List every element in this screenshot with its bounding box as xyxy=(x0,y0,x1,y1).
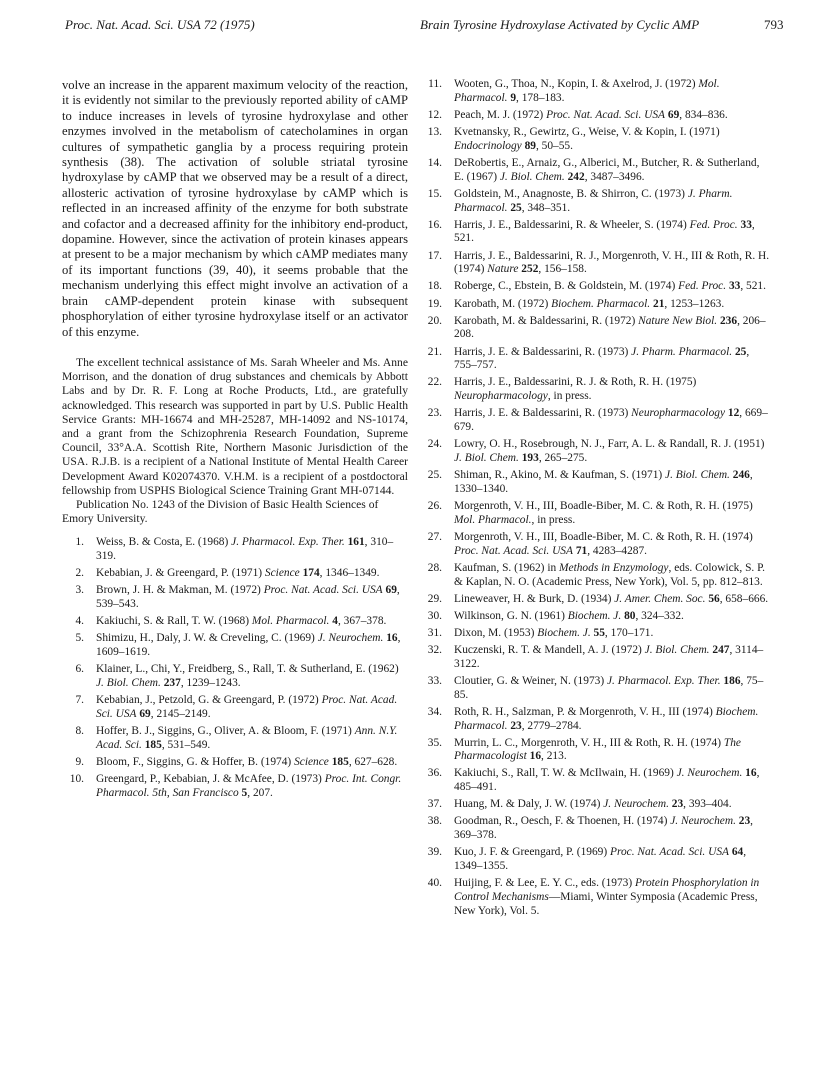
reference-number: 18. xyxy=(427,280,442,293)
reference-volume: 246 xyxy=(732,469,750,482)
reference-volume: 12 xyxy=(727,407,740,420)
reference-pages: , 75–85. xyxy=(454,674,764,701)
reference-authors: Karobath, M. (1972) xyxy=(454,297,552,310)
reference-pages: , eds. Colowick, S. P. & Kaplan, N. O. (Academic Press, New York), Vol. 5, pp. 812–813. xyxy=(454,561,766,588)
reference-authors: Harris, J. E., Baldessarini, R. J. & Roth, R. H. (1975) xyxy=(454,376,697,389)
reference-pages: , 367–378. xyxy=(337,615,387,628)
reference-item xyxy=(62,756,408,770)
reference-pages: , 3487–3496. xyxy=(584,170,645,183)
reference-item xyxy=(62,567,408,581)
reference-authors: Roth, R. H., Salzman, P. & Morgenroth, V. H., III (1974) xyxy=(454,705,716,718)
reference-journal: Fed. Proc. xyxy=(689,218,738,231)
reference-number: 16. xyxy=(427,218,442,231)
reference-number: 4. xyxy=(75,615,84,628)
reference-number: 7. xyxy=(75,694,84,707)
reference-journal: J. Biol. Chem. xyxy=(644,643,710,656)
reference-journal: Proc. Nat. Acad. Sci. USA xyxy=(454,544,573,557)
reference-pages: , 1346–1349. xyxy=(319,567,380,580)
reference-authors: Kuczenski, R. T. & Mandell, A. J. (1972) xyxy=(454,643,645,656)
reference-authors: Huang, M. & Daly, J. W. (1974) xyxy=(454,798,604,811)
right-column xyxy=(420,78,770,922)
reference-pages: —Miami, Winter Symposia (Academic Press, New York), Vol. 5. xyxy=(454,891,758,917)
reference-item xyxy=(420,627,770,641)
reference-authors: Goodman, R., Oesch, F. & Thoenen, H. (1974) xyxy=(454,815,671,828)
reference-pages: , 348–351. xyxy=(521,201,571,214)
reference-journal: Ann. N.Y. Acad. Sci. xyxy=(96,724,398,751)
reference-pages: , 170–171. xyxy=(604,626,654,639)
reference-volume: 69 xyxy=(139,707,151,720)
reference-item xyxy=(420,250,770,278)
reference-authors: Wilkinson, G. N. (1961) xyxy=(454,609,568,622)
reference-pages: , 207. xyxy=(247,786,273,799)
reference-authors: Klainer, L., Chi, Y., Freidberg, S., Rall, T. & Sutherland, E. (1962) xyxy=(96,663,399,676)
reference-number: 31. xyxy=(427,626,442,639)
reference-pages: , 834–836. xyxy=(679,108,728,121)
reference-pages: , 213. xyxy=(541,750,567,763)
reference-journal: The Pharmacologist xyxy=(454,736,741,763)
reference-number: 10. xyxy=(69,772,84,785)
reference-volume: 80 xyxy=(624,609,636,622)
reference-journal: Protein Phosphorylation in Control Mechanisms xyxy=(454,877,760,904)
reference-item xyxy=(420,157,770,185)
reference-volume: 185 xyxy=(144,738,162,751)
reference-pages: , 485–491. xyxy=(454,767,760,794)
reference-item xyxy=(420,562,770,590)
reference-volume: 23 xyxy=(510,719,522,732)
reference-journal: Proc. Nat. Acad. Sci. USA xyxy=(610,846,729,859)
reference-item xyxy=(420,280,770,294)
reference-volume: 185 xyxy=(331,755,349,768)
reference-number: 14. xyxy=(427,156,442,169)
reference-number: 37. xyxy=(427,798,442,811)
reference-journal: Proc. Nat. Acad. Sci. USA xyxy=(96,694,398,720)
reference-item xyxy=(420,500,770,528)
reference-volume: 25 xyxy=(510,201,522,214)
reference-journal: J. Neurochem. xyxy=(676,767,743,780)
reference-item xyxy=(420,315,770,343)
reference-pages: , 2145–2149. xyxy=(150,707,211,720)
reference-authors: Brown, J. H. & Makman, M. (1972) xyxy=(96,584,264,597)
reference-item xyxy=(420,877,770,918)
reference-authors: Peach, M. J. (1972) xyxy=(454,108,547,121)
reference-number: 15. xyxy=(427,187,442,200)
reference-journal: Nature xyxy=(487,263,519,276)
reference-journal: J. Biol. Chem. xyxy=(665,469,730,482)
reference-volume: 9 xyxy=(510,91,517,104)
reference-item xyxy=(420,376,770,404)
reference-authors: Murrin, L. C., Morgenroth, V. H., III & Roth, R. H. (1974) xyxy=(454,736,724,749)
reference-authors: Dixon, M. (1953) xyxy=(454,626,538,639)
reference-pages: , 539–543. xyxy=(96,584,400,611)
reference-journal: J. Biol. Chem. xyxy=(96,677,161,689)
reference-number: 19. xyxy=(427,297,442,310)
reference-journal: Proc. Int. Congr. Pharmacol. 5th, San Francisco xyxy=(96,772,402,799)
reference-journal: Science xyxy=(264,567,300,580)
reference-volume: 236 xyxy=(719,314,738,327)
reference-authors: Shimizu, H., Daly, J. W. & Creveling, C. (1969) xyxy=(96,632,318,645)
reference-volume: 23 xyxy=(738,815,751,828)
reference-item xyxy=(62,584,408,612)
running-header-journal: Proc. Nat. Acad. Sci. USA 72 (1975) xyxy=(65,17,255,32)
reference-item xyxy=(62,663,408,691)
reference-number: 23. xyxy=(427,407,442,420)
reference-item xyxy=(420,469,770,497)
reference-pages: , 531–549. xyxy=(161,738,211,751)
reference-item xyxy=(420,610,770,624)
reference-authors: Morgenroth, V. H., III, Boadle-Biber, M. C. & Roth, R. H. (1975) xyxy=(454,499,753,512)
reference-authors: Lowry, O. H., Rosebrough, N. J., Farr, A. L. & Randall, R. J. (1951) xyxy=(454,438,765,451)
reference-item xyxy=(62,632,408,660)
reference-pages: , 658–666. xyxy=(719,592,769,605)
reference-volume: 186 xyxy=(723,674,741,687)
reference-list-right xyxy=(420,78,770,919)
reference-journal: J. Neurochem. xyxy=(670,815,736,828)
reference-journal: Fed. Proc. xyxy=(678,280,727,293)
reference-item xyxy=(62,694,408,722)
reference-pages: , 1253–1263. xyxy=(664,297,725,310)
reference-item xyxy=(420,593,770,607)
reference-authors: Kaufman, S. (1962) in xyxy=(454,561,560,574)
reference-authors: Harris, J. E., Baldessarini, R. & Wheeler, S. (1974) xyxy=(454,218,690,231)
reference-authors: Kakiuchi, S., Rall, T. W. & McIlwain, H. (1969) xyxy=(454,767,677,780)
reference-volume: 33 xyxy=(728,280,741,293)
reference-volume: 89 xyxy=(524,139,536,152)
reference-number: 34. xyxy=(427,705,442,718)
reference-number: 6. xyxy=(75,663,84,676)
running-header-title: Brain Tyrosine Hydroxylase Activated by Cyclic AMP xyxy=(420,17,700,32)
reference-number: 13. xyxy=(427,125,442,138)
acknowledgment-paragraph: The excellent technical assistance of Ms. Sarah Wheeler and Ms. Anne Morrison, and the donation of drug substances and chemicals by Abbott Labs and by Dr. R. F. Long at Roche Products, Ltd., are gratefully acknowledged. This research was supported in part by U.S. Public Health Service Grants: MH-16674 and MH-25287, MH-14092 and NS-10174, and a grant from the Schizophrenia Research Foundation, Supreme Council, 33°A.A. Scottish Rite, Northern Masonic Jurisdiction of the USA. R.J.B. is a recipient of a National Institute of Mental Health Career Development Award K02074370. V.H.M. is a recipient of a postdoctoral fellowship from USPHS Biological Science Training Grant MH-07144. xyxy=(62,355,408,497)
reference-number: 21. xyxy=(427,345,442,358)
reference-pages: , 1349–1355. xyxy=(454,846,747,873)
reference-pages: , 3114–3122. xyxy=(454,643,764,670)
reference-journal: J. Pharmacol. Exp. Ther. xyxy=(606,674,721,687)
reference-item xyxy=(420,438,770,466)
reference-pages: , 521. xyxy=(454,218,755,245)
reference-number: 24. xyxy=(427,438,442,451)
reference-number: 2. xyxy=(75,567,84,580)
reference-volume: 69 xyxy=(385,584,397,597)
reference-journal: Mol. Pharmacol. xyxy=(454,513,532,526)
reference-number: 29. xyxy=(427,592,442,605)
publication-note: Publication No. 1243 of the Division of Basic Health Sciences of Emory University. xyxy=(62,497,379,526)
reference-authors: Harris, J. E., Baldessarini, R. J., Morgenroth, V. H., III & Roth, R. H. (1974) xyxy=(454,249,770,276)
reference-volume: 16 xyxy=(745,767,757,780)
reference-journal: J. Neurochem. xyxy=(603,798,669,811)
reference-journal: Biochem. Pharmacol. xyxy=(551,297,651,310)
reference-authors: Morgenroth, V. H., III, Boadle-Biber, M. C. & Roth, R. H. (1974) xyxy=(454,530,753,543)
reference-pages: , 369–378. xyxy=(454,815,754,842)
reference-journal: J. Biol. Chem. xyxy=(499,170,565,183)
reference-number: 1. xyxy=(75,536,84,549)
reference-volume: 237 xyxy=(163,677,181,689)
reference-item xyxy=(420,78,770,106)
reference-pages: , 265–275. xyxy=(538,451,588,464)
reference-journal: Endocrinology xyxy=(454,139,522,152)
reference-pages: , 669–679. xyxy=(454,407,768,434)
reference-authors: Roberge, C., Ebstein, B. & Goldstein, M. (1974) xyxy=(454,280,679,293)
reference-journal: Nature New Biol. xyxy=(638,314,718,327)
reference-volume: 56 xyxy=(708,592,720,605)
reference-volume: 5 xyxy=(241,786,248,799)
reference-item xyxy=(62,725,408,753)
reference-item xyxy=(420,737,770,765)
reference-number: 26. xyxy=(427,499,442,512)
reference-journal: J. Pharm. Pharmacol. xyxy=(631,345,733,358)
reference-pages: , 310–319. xyxy=(96,536,394,563)
reference-item xyxy=(420,531,770,559)
reference-authors: Shiman, R., Akino, M. & Kaufman, S. (1971) xyxy=(454,469,666,482)
reference-volume: 33 xyxy=(740,218,752,231)
reference-number: 5. xyxy=(75,632,84,645)
reference-authors: Karobath, M. & Baldessarini, R. (1972) xyxy=(454,314,639,327)
reference-pages: , 755–757. xyxy=(454,345,750,372)
reference-volume: 247 xyxy=(712,643,730,656)
reference-item xyxy=(420,706,770,734)
reference-item xyxy=(420,798,770,812)
reference-pages: , 521. xyxy=(740,280,766,293)
reference-authors: Lineweaver, H. & Burk, D. (1934) xyxy=(454,592,615,605)
reference-volume: 71 xyxy=(575,544,588,557)
reference-journal: J. Biol. Chem. xyxy=(454,451,519,464)
reference-pages: , 206–208. xyxy=(454,314,766,341)
reference-item xyxy=(420,346,770,374)
reference-number: 38. xyxy=(427,815,442,828)
reference-pages: , 4283–4287. xyxy=(587,544,648,557)
reference-authors: Kebabian, J., Petzold, G. & Greengard, P. (1972) xyxy=(96,694,322,707)
reference-item xyxy=(420,815,770,843)
reference-journal: Science xyxy=(294,755,329,768)
reference-item xyxy=(420,219,770,247)
reference-volume: 55 xyxy=(593,626,605,639)
reference-authors: Weiss, B. & Costa, E. (1968) xyxy=(96,536,232,549)
reference-number: 39. xyxy=(427,846,442,859)
reference-journal: J. Neurochem. xyxy=(317,632,384,645)
reference-item xyxy=(62,615,408,629)
reference-pages: , 1330–1340. xyxy=(454,469,753,495)
reference-item xyxy=(420,298,770,312)
reference-authors: Goldstein, M., Anagnoste, B. & Shirron, C. (1973) xyxy=(454,187,688,200)
reference-pages: , 156–158. xyxy=(538,263,587,276)
reference-journal: Neuropharmacology xyxy=(631,407,726,420)
reference-authors: Kvetnansky, R., Gewirtz, G., Weise, V. & Kopin, I. (1971) xyxy=(454,125,720,138)
reference-item xyxy=(62,536,408,564)
reference-pages: , 1239–1243. xyxy=(180,677,241,689)
reference-volume: 16 xyxy=(529,750,542,763)
reference-journal: J. Pharmacol. Exp. Ther. xyxy=(231,536,345,549)
reference-journal: Mol. Pharmacol. xyxy=(454,78,720,104)
reference-authors: Bloom, F., Siggins, G. & Hoffer, B. (1974) xyxy=(96,755,295,768)
reference-pages: , 1609–1619. xyxy=(96,632,401,659)
reference-pages: , 393–404. xyxy=(683,798,732,811)
reference-authors: Kebabian, J. & Greengard, P. (1971) xyxy=(96,567,265,580)
reference-number: 32. xyxy=(427,643,442,656)
reference-volume: 64 xyxy=(731,846,744,859)
reference-journal: Proc. Nat. Acad. Sci. USA xyxy=(263,584,383,597)
reference-journal: Biochem. Pharmacol. xyxy=(454,705,759,732)
reference-pages: , in press. xyxy=(547,390,592,403)
reference-item xyxy=(420,644,770,672)
reference-pages: , 178–183. xyxy=(516,91,565,104)
body-paragraph: volve an increase in the apparent maximum velocity of the reaction, it is evidently not similar to the previously reported ability of cAMP to induce increases in levels of tyrosine hydroxylase and other enzymes involved in the metabolism of catecholamines in organ cultures of sympathetic ganglia by a process requiring protein synthesis (38). The activation of soluble striatal tyrosine hydroxylase by cAMP that we observed may be a result of a direct, allosteric activation of tyrosine hydroxylase by cAMP which is reflected in an increased affinity of the enzyme for both substrate and cofactor and a decreased affinity for the inhibitory end-product, dopamine. However, since the activation of protein kinases appears at present to be a major mechanism by which cAMP mediates many of its important functions (39, 40), it seems probable that the mechanism underlying this effect might involve an activation of a brain cAMP-dependent protein kinase with subsequent phosphorylation of either tyrosine hydroxylase itself or an activator of this enzyme. xyxy=(62,78,408,339)
reference-pages: , 2779–2784. xyxy=(521,719,582,732)
reference-item xyxy=(420,407,770,435)
reference-volume: 23 xyxy=(671,798,684,811)
reference-number: 17. xyxy=(427,249,442,262)
reference-item xyxy=(420,126,770,154)
reference-authors: Kakiuchi, S. & Rall, T. W. (1968) xyxy=(96,615,252,628)
reference-volume: 242 xyxy=(567,170,585,183)
reference-pages: , 627–628. xyxy=(348,755,398,768)
reference-number: 25. xyxy=(427,469,442,482)
reference-item xyxy=(420,675,770,703)
reference-authors: Harris, J. E. & Baldessarini, R. (1973) xyxy=(454,407,632,420)
reference-authors: Cloutier, G. & Weiner, N. (1973) xyxy=(454,674,607,687)
reference-journal: Methods in Enzymology xyxy=(559,561,669,574)
reference-number: 11. xyxy=(428,78,442,90)
reference-authors: DeRobertis, E., Arnaiz, G., Alberici, M., Butcher, R. & Sutherland, E. (1967) xyxy=(454,156,760,183)
reference-number: 35. xyxy=(427,736,442,749)
reference-volume: 69 xyxy=(667,108,680,121)
reference-item xyxy=(62,773,408,801)
reference-journal: Proc. Nat. Acad. Sci. USA xyxy=(546,108,666,121)
reference-volume: 252 xyxy=(521,263,539,276)
reference-authors: Wooten, G., Thoa, N., Kopin, I. & Axelrod, J. (1972) xyxy=(454,78,699,90)
reference-number: 20. xyxy=(427,314,442,327)
reference-item xyxy=(420,846,770,874)
reference-number: 33. xyxy=(427,674,442,687)
reference-volume: 161 xyxy=(347,536,365,549)
reference-journal: Neuropharmacology xyxy=(454,390,548,403)
reference-number: 27. xyxy=(427,530,442,543)
reference-volume: 174 xyxy=(302,567,320,580)
reference-authors: Huijing, F. & Lee, E. Y. C., eds. (1973) xyxy=(454,877,636,890)
reference-number: 36. xyxy=(427,767,442,780)
reference-authors: Hoffer, B. J., Siggins, G., Oliver, A. & Bloom, F. (1971) xyxy=(96,724,355,737)
reference-pages: , 50–55. xyxy=(535,139,573,152)
reference-volume: 25 xyxy=(734,345,747,358)
reference-number: 22. xyxy=(427,376,442,389)
reference-journal: Biochem. J. xyxy=(537,626,591,639)
reference-item xyxy=(420,188,770,216)
reference-number: 9. xyxy=(75,755,84,768)
reference-item xyxy=(420,767,770,795)
reference-volume: 193 xyxy=(521,451,539,464)
reference-journal: Mol. Pharmacol. xyxy=(251,615,330,628)
page-number: 793 xyxy=(764,17,784,32)
reference-journal: Biochem. J. xyxy=(567,609,622,622)
reference-authors: Greengard, P., Kebabian, J. & McAfee, D. (1973) xyxy=(96,772,325,785)
reference-number: 40. xyxy=(427,877,442,890)
reference-authors: Harris, J. E. & Baldessarini, R. (1973) xyxy=(454,345,632,358)
reference-journal: J. Amer. Chem. Soc. xyxy=(614,592,706,605)
reference-pages: , in press. xyxy=(531,513,576,526)
reference-pages: , 324–332. xyxy=(635,609,684,622)
reference-volume: 16 xyxy=(386,632,398,645)
reference-list-left xyxy=(62,536,408,800)
reference-number: 3. xyxy=(75,584,84,597)
reference-number: 30. xyxy=(427,609,442,622)
reference-number: 8. xyxy=(75,724,84,737)
reference-number: 28. xyxy=(427,561,442,574)
reference-journal: J. Pharm. Pharmacol. xyxy=(454,187,733,214)
reference-volume: 4 xyxy=(332,615,338,628)
reference-authors: Kuo, J. F. & Greengard, P. (1969) xyxy=(454,846,611,859)
reference-number: 12. xyxy=(427,108,442,121)
reference-item xyxy=(420,109,770,123)
left-column xyxy=(62,78,408,804)
reference-volume: 21 xyxy=(653,297,665,310)
